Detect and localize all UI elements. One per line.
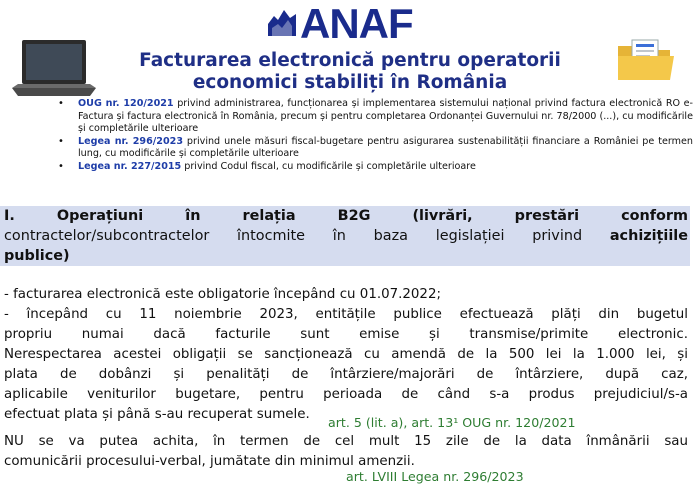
- law-description: privind Codul fiscal, cu modificările și completările ulterioare: [181, 160, 476, 172]
- paragraph-line: - începând cu 11 noiembrie 2023, entitățile publice efectuează plăți din bugetul: [4, 307, 688, 322]
- section-heading: [0, 206, 690, 266]
- section-heading-line-2: [4, 226, 688, 246]
- title-line-2: economici stabiliți în România: [192, 72, 508, 93]
- law-name: OUG nr. 120/2021: [78, 98, 174, 109]
- legal-references-list: [58, 98, 693, 174]
- paragraph-mandatory-date: - facturarea electronică este obligatorie începând cu 01.07.2022;: [4, 287, 441, 302]
- bullet-icon: •: [58, 135, 64, 147]
- laptop-icon: [8, 38, 100, 100]
- reference-item: [58, 161, 693, 174]
- law-description: privind unele măsuri fiscal-bugetare pentru asigurarea sustenabilității financiare a României pe termen lung, cu modificările și completările ulterioare: [78, 135, 693, 160]
- page-title: [100, 50, 600, 94]
- paragraph-line: propriu numai dacă facturile sunt emise și transmise/primite electronic.: [4, 327, 688, 342]
- bullet-icon: •: [58, 160, 64, 172]
- legal-citation: art. LVIII Legea nr. 296/2023: [346, 469, 524, 484]
- section-heading-emphasis: achizițiile: [609, 228, 688, 244]
- section-heading-line-1: I. Operațiuni în relația B2G (livrări, prestări conform: [4, 208, 688, 224]
- anaf-logo-icon: [262, 6, 302, 40]
- section-heading-line-3: publice): [4, 248, 70, 264]
- logo-text: ANAF: [300, 0, 413, 47]
- anaf-logo: [262, 2, 462, 46]
- paragraph-line: efectuat plata și până s-au recuperat sumele.: [4, 407, 310, 422]
- section-heading-text: contractelor/subcontractelor întocmite în baza legislației privind: [4, 228, 610, 244]
- law-description: privind administrarea, funcționarea și implementarea sistemului național privind factura electronică RO e-Factura și factura electronică în România, precum și pentru completarea Ordonanței Guvernului nr. 78/2000 (...), cu modificările și completările ulterioare: [78, 98, 694, 135]
- paragraph-line: Nerespectarea acestei obligații se sancționează cu amendă de la 500 lei la 1.000 lei, și: [4, 347, 688, 362]
- law-name: Legea nr. 227/2015: [78, 160, 182, 172]
- law-name: Legea nr. 296/2023: [78, 135, 183, 147]
- title-line-1: Facturarea electronică pentru operatorii: [139, 50, 561, 71]
- legal-citation: art. 5 (lit. a), art. 13¹ OUG nr. 120/2021: [328, 415, 576, 430]
- reference-item: [58, 136, 693, 161]
- paragraph-line: plata de dobânzi și penalități de întârziere/majorări de întârziere, după caz,: [4, 367, 688, 382]
- bullet-icon: •: [58, 98, 64, 109]
- paragraph-line: NU se va putea achita, în termen de cel mult 15 zile de la data înmânării sau: [4, 434, 688, 449]
- paragraph-line: comunicării procesului-verbal, jumătate din minimul amenzii.: [4, 454, 415, 469]
- paragraph-line: aplicabile veniturilor bugetare, pentru perioada de când s-a produs prejudiciul/s-a: [4, 387, 688, 402]
- reference-item: [58, 98, 693, 136]
- folder-documents-icon: [614, 36, 678, 84]
